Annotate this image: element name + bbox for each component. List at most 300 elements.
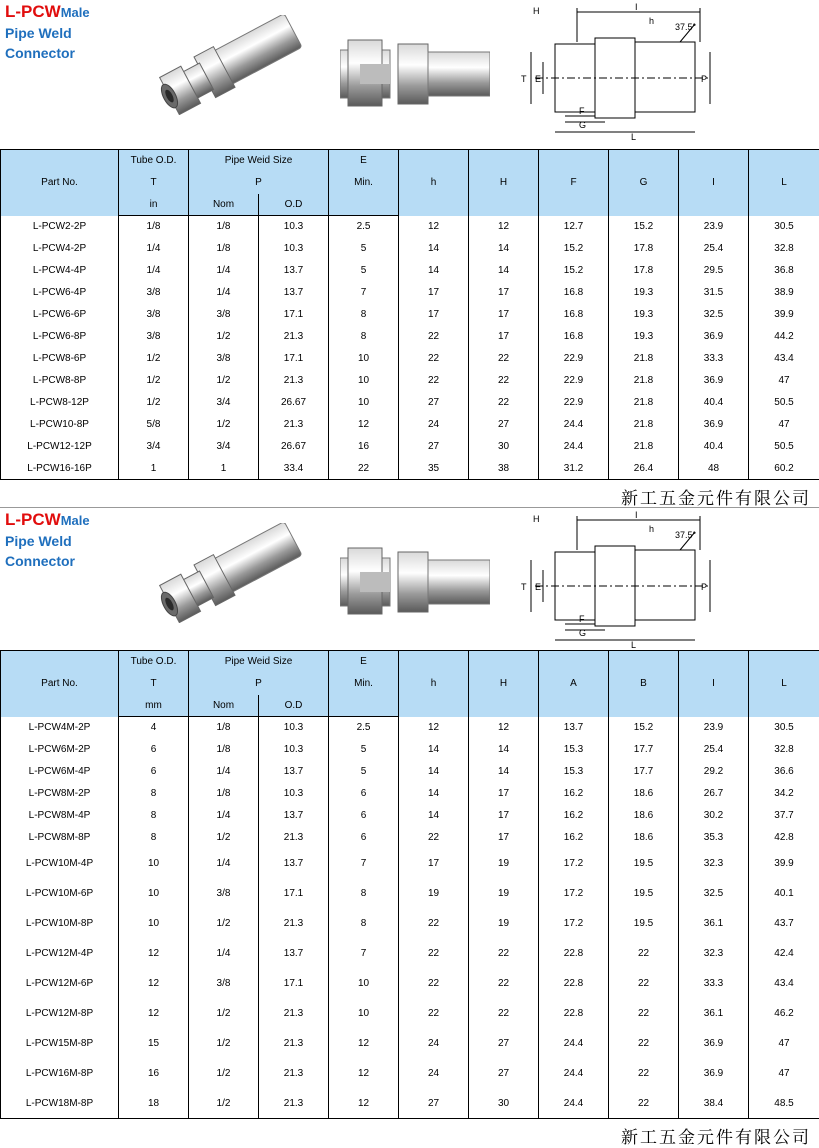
header-pipe-p: P (189, 673, 329, 695)
table-row (1, 392, 819, 414)
table-row (1, 783, 819, 805)
cell-dim-i: 29.5 (679, 260, 749, 282)
cell-e-min: 5 (329, 739, 399, 761)
table-body (1, 717, 819, 1119)
cell-e-min: 12 (329, 1029, 399, 1059)
cell-dim-1: 31.2 (539, 458, 609, 480)
cell-dim-1: 15.3 (539, 761, 609, 783)
cell-tube-od: 3/8 (119, 304, 189, 326)
drawing-label-P: P (701, 582, 707, 592)
cell-dim-l: 43.4 (749, 969, 819, 999)
table-row (1, 939, 819, 969)
cell-tube-od: 16 (119, 1059, 189, 1089)
cell-h-large: 14 (469, 739, 539, 761)
table-row (1, 999, 819, 1029)
cell-h-small: 17 (399, 304, 469, 326)
cell-h-small: 19 (399, 879, 469, 909)
fitting-photo (150, 523, 310, 623)
cell-dim-1: 24.4 (539, 1089, 609, 1119)
cell-e-min: 7 (329, 282, 399, 304)
cell-e-min: 8 (329, 304, 399, 326)
title-suffix: Male (61, 513, 90, 528)
table-row (1, 805, 819, 827)
cell-dim-1: 17.2 (539, 849, 609, 879)
cell-dim-1: 22.8 (539, 969, 609, 999)
cell-part-no: L-PCW8M-4P (1, 805, 119, 827)
cell-part-no: L-PCW12-12P (1, 436, 119, 458)
cell-dim-2: 19.3 (609, 282, 679, 304)
cell-e-min: 10 (329, 392, 399, 414)
cell-dim-l: 60.2 (749, 458, 819, 480)
cell-tube-od: 1 (119, 458, 189, 480)
cell-dim-l: 36.6 (749, 761, 819, 783)
cell-part-no: L-PCW8-8P (1, 370, 119, 392)
cell-e-min: 5 (329, 260, 399, 282)
cell-pipe-od: 21.3 (259, 999, 329, 1029)
cell-pipe-od: 26.67 (259, 436, 329, 458)
cell-e-min: 2.5 (329, 717, 399, 739)
cell-dim-1: 24.4 (539, 414, 609, 436)
cell-pipe-nom: 1/2 (189, 326, 259, 348)
cell-dim-2: 19.5 (609, 909, 679, 939)
drawing-label-G: G (579, 628, 586, 638)
cell-part-no: L-PCW4-2P (1, 238, 119, 260)
cell-e-min: 6 (329, 783, 399, 805)
drawing-label-T: T (521, 582, 527, 592)
cell-pipe-nom: 1/4 (189, 939, 259, 969)
cell-h-large: 14 (469, 238, 539, 260)
table-row (1, 260, 819, 282)
drawing-label-H: H (533, 6, 540, 16)
cell-h-small: 22 (399, 827, 469, 849)
cell-dim-i: 33.3 (679, 348, 749, 370)
cell-part-no: L-PCW8-6P (1, 348, 119, 370)
cell-h-small: 14 (399, 260, 469, 282)
cell-dim-i: 36.9 (679, 1029, 749, 1059)
fitting-cutaway-photo (340, 38, 490, 108)
drawing-label-angle: 37.5° (675, 530, 697, 540)
cell-dim-2: 15.2 (609, 216, 679, 238)
dimension-table (0, 149, 819, 480)
header-tube-unit: in (119, 194, 189, 216)
table-row (1, 1029, 819, 1059)
title-line2: Pipe Weld (5, 23, 90, 43)
header-part-no: Part No. (1, 150, 119, 216)
header-od: O.D (259, 695, 329, 717)
cell-e-min: 5 (329, 761, 399, 783)
cell-h-small: 12 (399, 717, 469, 739)
table-row (1, 879, 819, 909)
table-body (1, 216, 819, 480)
cell-dim-l: 36.8 (749, 260, 819, 282)
cell-dim-2: 22 (609, 999, 679, 1029)
cell-tube-od: 8 (119, 783, 189, 805)
cell-dim-1: 15.3 (539, 739, 609, 761)
drawing-label-G: G (579, 120, 586, 130)
cell-pipe-nom: 1/2 (189, 1089, 259, 1119)
cell-h-large: 14 (469, 761, 539, 783)
cell-pipe-od: 17.1 (259, 348, 329, 370)
cell-h-large: 22 (469, 939, 539, 969)
cell-dim-l: 34.2 (749, 783, 819, 805)
cell-pipe-od: 13.7 (259, 805, 329, 827)
cell-pipe-od: 17.1 (259, 969, 329, 999)
cell-pipe-od: 10.3 (259, 216, 329, 238)
table-row (1, 969, 819, 999)
cell-dim-2: 21.8 (609, 436, 679, 458)
cell-e-min: 10 (329, 999, 399, 1029)
cell-h-large: 27 (469, 1059, 539, 1089)
cell-dim-i: 32.5 (679, 879, 749, 909)
header-col-l: L (749, 651, 819, 717)
cell-part-no: L-PCW10M-8P (1, 909, 119, 939)
cell-dim-1: 12.7 (539, 216, 609, 238)
cell-dim-2: 19.3 (609, 304, 679, 326)
header-col-b: B (609, 651, 679, 717)
header-col-l: L (749, 150, 819, 216)
cell-tube-od: 5/8 (119, 414, 189, 436)
table-row (1, 1059, 819, 1089)
cell-dim-l: 43.7 (749, 909, 819, 939)
cell-dim-i: 36.9 (679, 370, 749, 392)
table-row (1, 282, 819, 304)
cell-dim-i: 26.7 (679, 783, 749, 805)
header-tube-t: T (119, 172, 189, 194)
cell-part-no: L-PCW6-8P (1, 326, 119, 348)
title-suffix: Male (61, 5, 90, 20)
cell-pipe-nom: 1/2 (189, 909, 259, 939)
drawing-label-I: I (635, 2, 638, 12)
cell-part-no: L-PCW15M-8P (1, 1029, 119, 1059)
cell-dim-i: 38.4 (679, 1089, 749, 1119)
cell-dim-2: 17.8 (609, 238, 679, 260)
cell-tube-od: 18 (119, 1089, 189, 1119)
cell-dim-l: 48.5 (749, 1089, 819, 1119)
company-name: 新工五金元件有限公司 (621, 1123, 811, 1148)
cell-dim-2: 19.5 (609, 849, 679, 879)
cell-tube-od: 8 (119, 827, 189, 849)
cell-pipe-od: 21.3 (259, 370, 329, 392)
cell-pipe-nom: 1/4 (189, 849, 259, 879)
header-col-g: G (609, 150, 679, 216)
cell-dim-l: 47 (749, 1059, 819, 1089)
table-row (1, 909, 819, 939)
cell-h-small: 14 (399, 783, 469, 805)
table-row (1, 436, 819, 458)
cell-pipe-od: 21.3 (259, 909, 329, 939)
table-row (1, 216, 819, 238)
section-inch (0, 0, 819, 508)
cell-pipe-od: 10.3 (259, 238, 329, 260)
cell-e-min: 12 (329, 1059, 399, 1089)
cell-dim-2: 22 (609, 1089, 679, 1119)
cell-dim-1: 24.4 (539, 436, 609, 458)
cell-tube-od: 10 (119, 879, 189, 909)
cell-dim-i: 36.9 (679, 1059, 749, 1089)
cell-h-small: 22 (399, 969, 469, 999)
cell-pipe-od: 13.7 (259, 260, 329, 282)
drawing-label-L: L (631, 640, 636, 650)
cell-h-small: 35 (399, 458, 469, 480)
cell-part-no: L-PCW6-4P (1, 282, 119, 304)
cell-dim-l: 47 (749, 414, 819, 436)
cell-tube-od: 12 (119, 939, 189, 969)
cell-tube-od: 8 (119, 805, 189, 827)
drawing-label-E: E (535, 74, 541, 84)
cell-pipe-nom: 1/2 (189, 1029, 259, 1059)
cell-dim-i: 25.4 (679, 739, 749, 761)
cell-dim-2: 18.6 (609, 783, 679, 805)
cell-dim-i: 32.3 (679, 939, 749, 969)
cell-part-no: L-PCW8M-2P (1, 783, 119, 805)
cell-tube-od: 1/2 (119, 392, 189, 414)
cell-dim-l: 39.9 (749, 304, 819, 326)
cell-part-no: L-PCW2-2P (1, 216, 119, 238)
cell-h-large: 19 (469, 879, 539, 909)
cell-tube-od: 3/4 (119, 436, 189, 458)
cell-tube-od: 3/8 (119, 282, 189, 304)
cell-h-small: 12 (399, 216, 469, 238)
title-code: L-PCW (5, 2, 61, 21)
cell-pipe-od: 26.67 (259, 392, 329, 414)
title-line2: Pipe Weld (5, 531, 90, 551)
table-row (1, 739, 819, 761)
drawing-label-h: h (649, 524, 654, 534)
cell-pipe-nom: 1/8 (189, 238, 259, 260)
header-e-blank (329, 194, 399, 216)
cell-pipe-nom: 3/8 (189, 348, 259, 370)
cell-part-no: L-PCW12M-4P (1, 939, 119, 969)
header-col-f: F (539, 150, 609, 216)
cell-dim-2: 18.6 (609, 805, 679, 827)
drawing-label-L: L (631, 132, 636, 142)
cell-dim-1: 22.8 (539, 999, 609, 1029)
cell-dim-l: 38.9 (749, 282, 819, 304)
cell-e-min: 22 (329, 458, 399, 480)
cell-tube-od: 1/4 (119, 238, 189, 260)
cell-pipe-od: 21.3 (259, 1029, 329, 1059)
dimension-table (0, 650, 819, 1119)
title-line3: Connector (5, 551, 90, 571)
cell-dim-1: 24.4 (539, 1059, 609, 1089)
cell-h-large: 22 (469, 969, 539, 999)
header-col-i: I (679, 150, 749, 216)
cell-part-no: L-PCW18M-8P (1, 1089, 119, 1119)
cell-pipe-od: 10.3 (259, 717, 329, 739)
header-nom: Nom (189, 695, 259, 717)
cell-tube-od: 10 (119, 849, 189, 879)
cell-dim-i: 40.4 (679, 392, 749, 414)
cell-h-large: 19 (469, 849, 539, 879)
dimension-drawing (515, 510, 715, 652)
header-e: E (329, 150, 399, 172)
cell-e-min: 12 (329, 1089, 399, 1119)
cell-dim-l: 50.5 (749, 392, 819, 414)
cell-dim-1: 15.2 (539, 238, 609, 260)
table-row (1, 304, 819, 326)
cell-h-small: 22 (399, 326, 469, 348)
cell-tube-od: 12 (119, 969, 189, 999)
cell-h-large: 19 (469, 909, 539, 939)
cell-dim-2: 21.8 (609, 414, 679, 436)
table-row (1, 326, 819, 348)
cell-dim-i: 36.9 (679, 414, 749, 436)
dimension-drawing (515, 2, 715, 144)
cell-e-min: 10 (329, 348, 399, 370)
cell-dim-l: 50.5 (749, 436, 819, 458)
cell-pipe-od: 10.3 (259, 783, 329, 805)
cell-pipe-nom: 1/2 (189, 1059, 259, 1089)
cell-dim-2: 21.8 (609, 348, 679, 370)
cell-dim-l: 47 (749, 1029, 819, 1059)
cell-dim-i: 31.5 (679, 282, 749, 304)
cell-part-no: L-PCW10M-6P (1, 879, 119, 909)
cell-pipe-nom: 3/8 (189, 304, 259, 326)
cell-dim-2: 21.8 (609, 370, 679, 392)
cell-dim-2: 19.5 (609, 879, 679, 909)
cell-tube-od: 15 (119, 1029, 189, 1059)
cell-part-no: L-PCW16M-8P (1, 1059, 119, 1089)
fitting-cutaway-photo (340, 546, 490, 616)
cell-dim-1: 17.2 (539, 909, 609, 939)
header-pipe-size: Pipe Weid Size (189, 651, 329, 673)
cell-h-small: 14 (399, 761, 469, 783)
cell-e-min: 7 (329, 939, 399, 969)
cell-h-small: 24 (399, 414, 469, 436)
drawing-label-h: h (649, 16, 654, 26)
cell-h-large: 22 (469, 348, 539, 370)
cell-h-large: 17 (469, 282, 539, 304)
cell-h-small: 27 (399, 392, 469, 414)
cell-tube-od: 1/2 (119, 348, 189, 370)
cell-h-small: 27 (399, 1089, 469, 1119)
table-row (1, 348, 819, 370)
drawing-label-F: F (579, 614, 585, 624)
cell-part-no: L-PCW10-8P (1, 414, 119, 436)
cell-pipe-od: 17.1 (259, 304, 329, 326)
cell-dim-2: 22 (609, 969, 679, 999)
cell-pipe-od: 10.3 (259, 739, 329, 761)
cell-pipe-od: 21.3 (259, 1089, 329, 1119)
cell-pipe-od: 33.4 (259, 458, 329, 480)
cell-dim-i: 23.9 (679, 717, 749, 739)
cell-tube-od: 3/8 (119, 326, 189, 348)
cell-e-min: 12 (329, 414, 399, 436)
cell-pipe-od: 13.7 (259, 282, 329, 304)
table-row (1, 458, 819, 480)
cell-tube-od: 1/2 (119, 370, 189, 392)
drawing-label-I: I (635, 510, 638, 520)
cell-dim-1: 22.9 (539, 370, 609, 392)
cell-pipe-od: 13.7 (259, 761, 329, 783)
cell-dim-i: 23.9 (679, 216, 749, 238)
cell-dim-l: 47 (749, 370, 819, 392)
cell-dim-l: 42.4 (749, 939, 819, 969)
cell-e-min: 8 (329, 879, 399, 909)
cell-h-large: 30 (469, 1089, 539, 1119)
cell-part-no: L-PCW4-4P (1, 260, 119, 282)
cell-part-no: L-PCW16-16P (1, 458, 119, 480)
cell-pipe-nom: 1/4 (189, 260, 259, 282)
company-name: 新工五金元件有限公司 (621, 484, 811, 509)
cell-pipe-od: 21.3 (259, 827, 329, 849)
cell-pipe-nom: 3/8 (189, 879, 259, 909)
drawing-label-T: T (521, 74, 527, 84)
cell-h-small: 14 (399, 739, 469, 761)
cell-e-min: 6 (329, 827, 399, 849)
cell-e-min: 10 (329, 969, 399, 999)
header-tube-unit: mm (119, 695, 189, 717)
cell-dim-l: 39.9 (749, 849, 819, 879)
drawing-label-F: F (579, 106, 585, 116)
table-row (1, 414, 819, 436)
cell-part-no: L-PCW6M-4P (1, 761, 119, 783)
cell-dim-i: 40.4 (679, 436, 749, 458)
header-h-large: H (469, 150, 539, 216)
cell-pipe-od: 13.7 (259, 939, 329, 969)
cell-dim-1: 16.2 (539, 805, 609, 827)
cell-tube-od: 12 (119, 999, 189, 1029)
product-header (0, 508, 819, 656)
cell-pipe-nom: 1/2 (189, 370, 259, 392)
fitting-photo (150, 15, 310, 115)
header-h-large: H (469, 651, 539, 717)
cell-h-large: 22 (469, 999, 539, 1029)
header-col-i: I (679, 651, 749, 717)
cell-dim-1: 22.9 (539, 392, 609, 414)
table-row (1, 827, 819, 849)
cell-dim-l: 37.7 (749, 805, 819, 827)
cell-e-min: 7 (329, 849, 399, 879)
drawing-label-H: H (533, 514, 540, 524)
title-line3: Connector (5, 43, 90, 63)
header-h-small: h (399, 651, 469, 717)
header-tube-t: T (119, 673, 189, 695)
cell-h-large: 17 (469, 783, 539, 805)
header-e-min: Min. (329, 172, 399, 194)
cell-dim-i: 30.2 (679, 805, 749, 827)
cell-h-large: 22 (469, 392, 539, 414)
header-col-a: A (539, 651, 609, 717)
header-e-min: Min. (329, 673, 399, 695)
cell-h-large: 17 (469, 827, 539, 849)
cell-dim-i: 36.9 (679, 326, 749, 348)
cell-tube-od: 4 (119, 717, 189, 739)
cell-dim-2: 26.4 (609, 458, 679, 480)
cell-dim-l: 30.5 (749, 717, 819, 739)
cell-pipe-nom: 1/2 (189, 827, 259, 849)
cell-h-large: 22 (469, 370, 539, 392)
cell-pipe-nom: 1 (189, 458, 259, 480)
cell-pipe-nom: 1/4 (189, 282, 259, 304)
cell-pipe-od: 17.1 (259, 879, 329, 909)
cell-part-no: L-PCW8M-8P (1, 827, 119, 849)
product-header (0, 0, 819, 148)
cell-dim-1: 24.4 (539, 1029, 609, 1059)
cell-h-large: 14 (469, 260, 539, 282)
header-pipe-size: Pipe Weid Size (189, 150, 329, 172)
cell-e-min: 2.5 (329, 216, 399, 238)
cell-part-no: L-PCW6-6P (1, 304, 119, 326)
header-tube-od: Tube O.D. (119, 651, 189, 673)
cell-dim-2: 18.6 (609, 827, 679, 849)
cell-h-small: 17 (399, 849, 469, 879)
cell-dim-1: 15.2 (539, 260, 609, 282)
cell-dim-i: 25.4 (679, 238, 749, 260)
cell-h-small: 22 (399, 348, 469, 370)
product-title (5, 2, 90, 63)
cell-h-small: 14 (399, 805, 469, 827)
